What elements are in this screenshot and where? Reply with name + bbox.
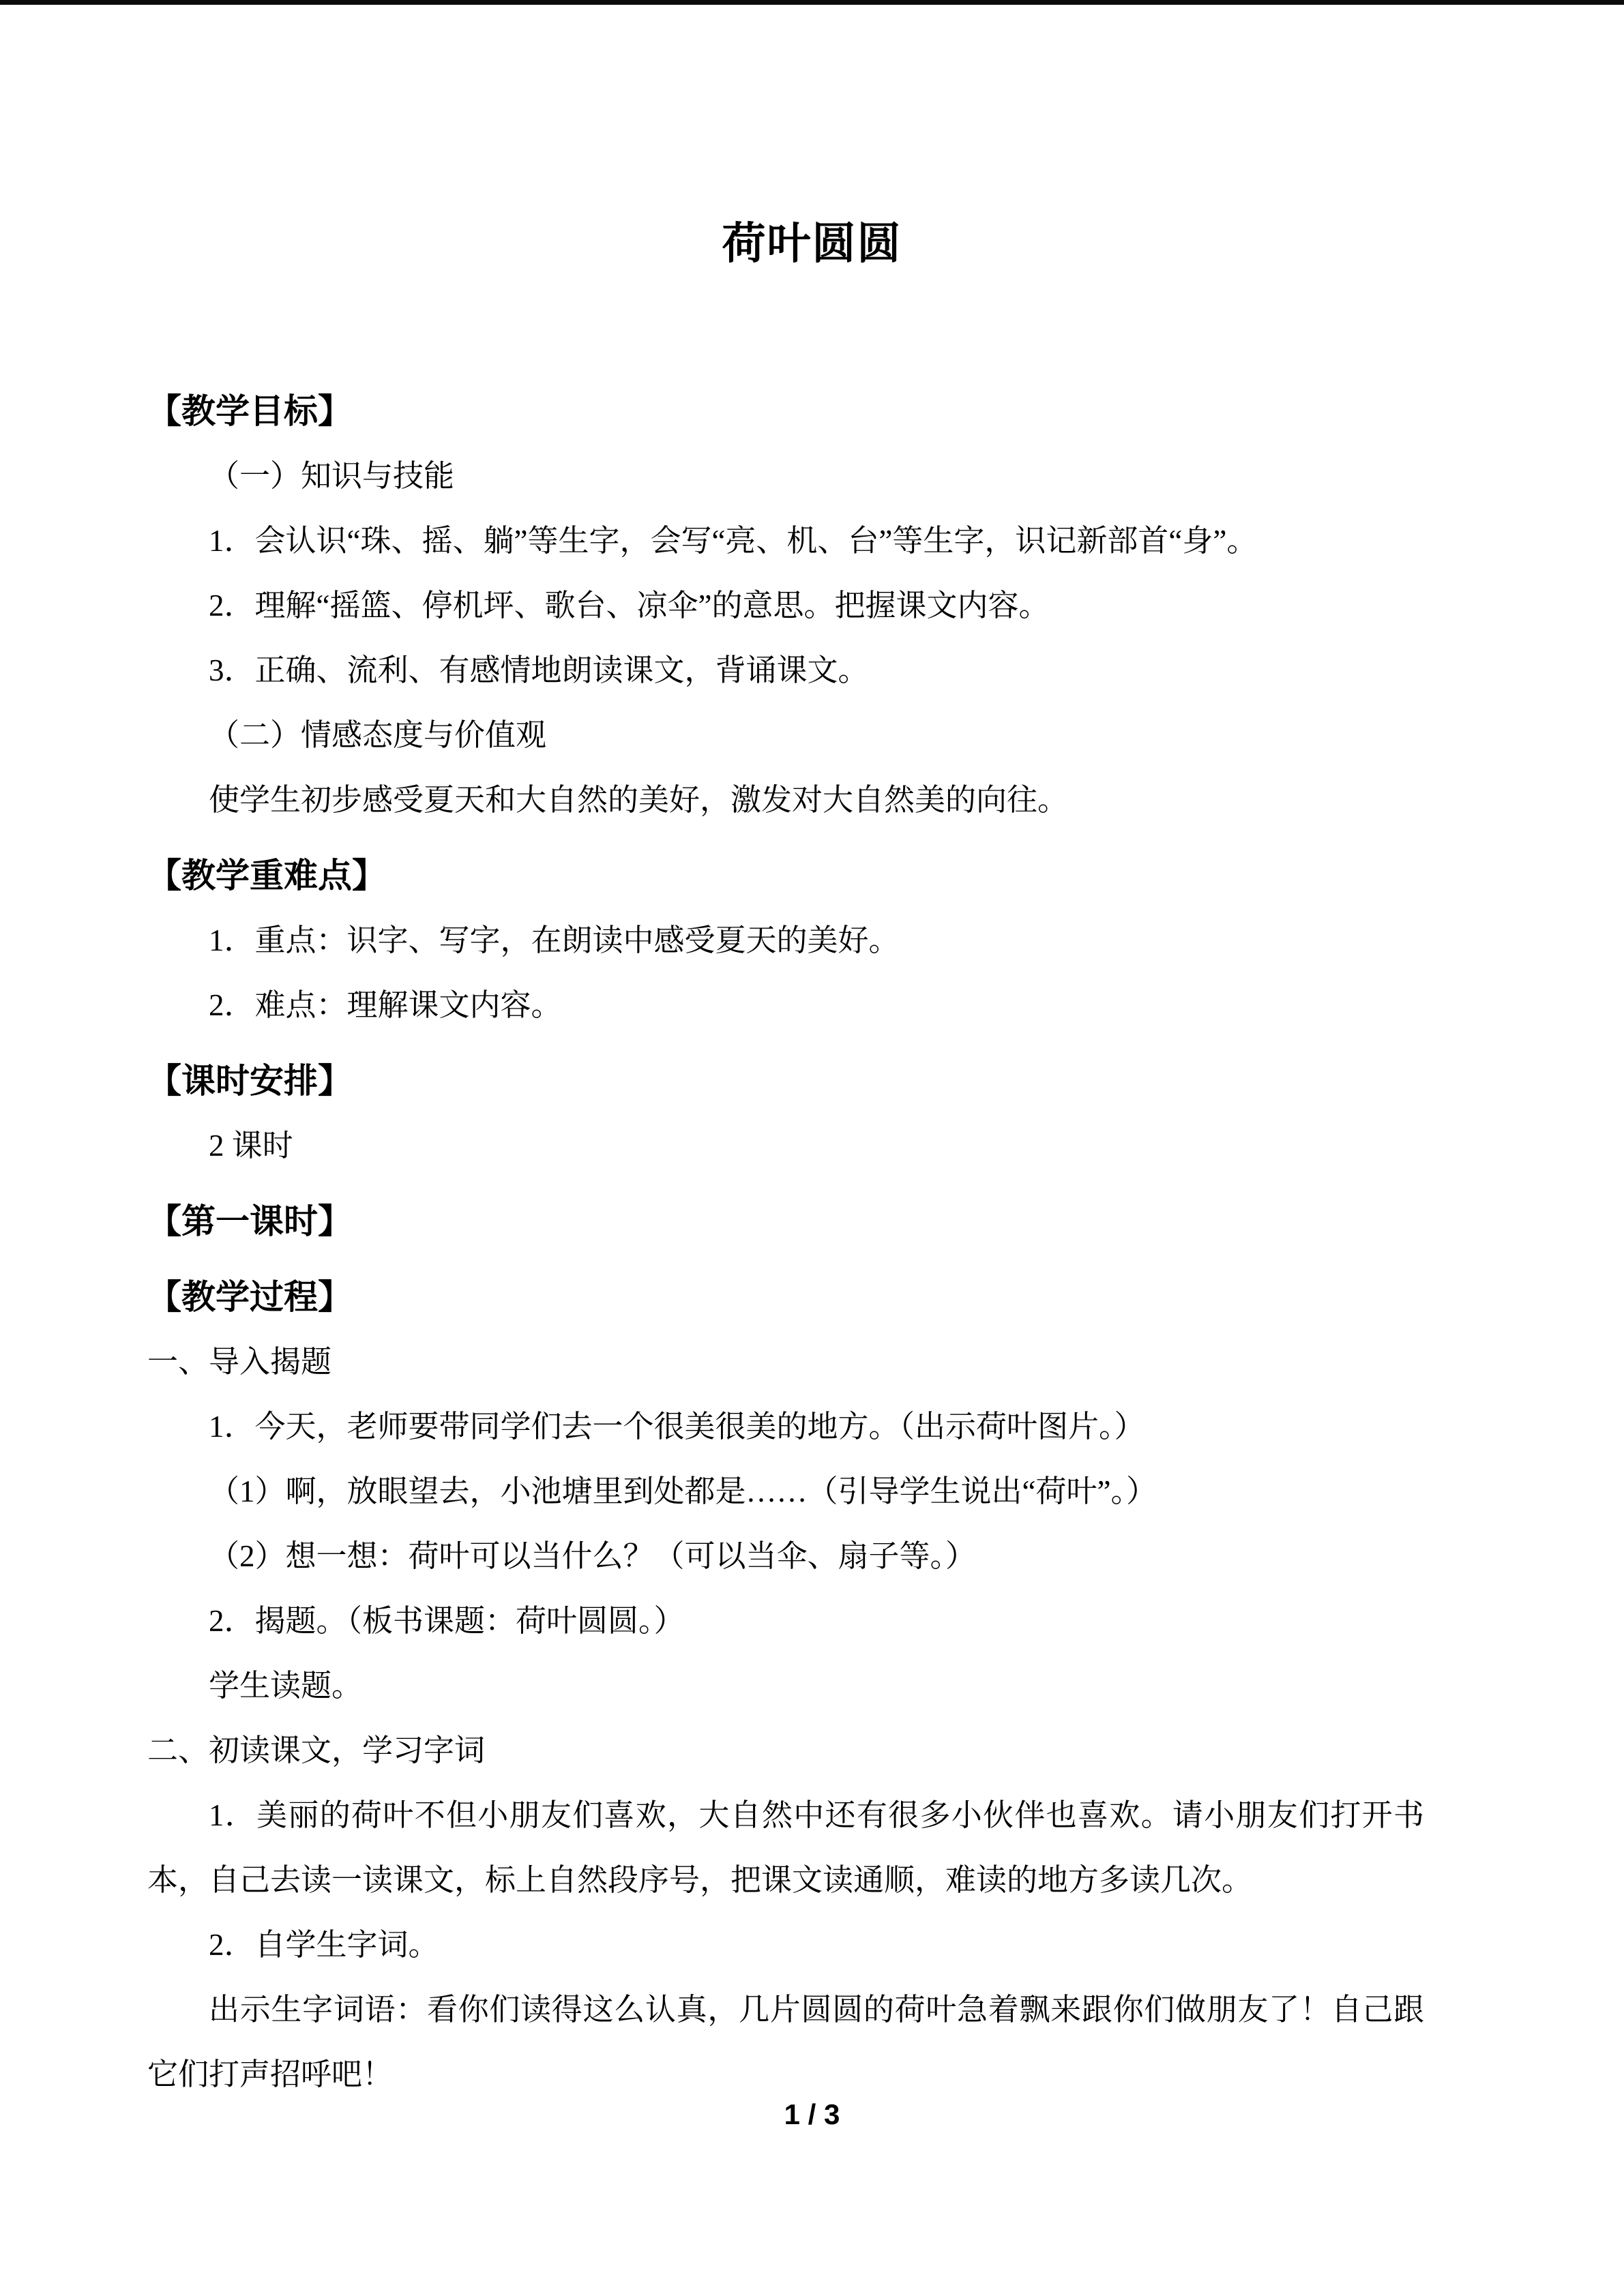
page-number: 1 / 3 [784,2098,840,2130]
para-show-new-words: 出示生字词语：看你们读得这么认真，几片圆圆的荷叶急着飘来跟你们做朋友了！自己跟它们打声招呼吧！ [147,1993,1424,2091]
para-students-read-title: 学生读题。 [209,1669,363,1703]
para-objective-3: 3．正确、流利、有感情地朗读课文，背诵课文。 [209,653,869,687]
heading-teaching-process: 【教学过程】 [147,1278,352,1316]
heading-key-difficult-points: 【教学重难点】 [147,856,386,895]
para-section-one-title: 一、导入揭题 [147,1345,332,1379]
para-self-study-words: 2．自学生字词。 [209,1928,439,1962]
para-intro-step-1: 1．今天，老师要带同学们去一个很美很美的地方。（出示荷叶图片。） [209,1410,1145,1444]
para-objective-1: 1．会认识“珠、摇、躺”等生字，会写“亮、机、台”等生字，识记新部首“身”。 [209,524,1258,558]
para-intro-step-2: 2．揭题。（板书课题：荷叶圆圆。） [209,1604,685,1638]
heading-teaching-objectives: 【教学目标】 [147,392,352,430]
para-emotion-values-label: （二）情感态度与价值观 [209,718,547,752]
para-lesson-hours: 2 课时 [209,1129,293,1163]
para-key-point: 1．重点：识字、写字，在朗读中感受夏天的美好。 [209,923,900,957]
para-objective-2: 2．理解“摇篮、停机坪、歌台、凉伞”的意思。把握课文内容。 [209,588,1050,623]
para-first-reading: 1．美丽的荷叶不但小朋友们喜欢，大自然中还有很多小伙伴也喜欢。请小朋友们打开书本，自己去读一读课文，标上自然段序号，把课文读通顺，难读的地方多读几次。 [147,1798,1424,1897]
heading-first-lesson: 【第一课时】 [147,1202,352,1240]
para-intro-step-1-1: （1）啊，放眼望去，小池塘里到处都是……（引导学生说出“荷叶”。） [209,1474,1157,1508]
para-section-two-title: 二、初读课文，学习字词 [147,1733,486,1768]
para-emotion-values: 使学生初步感受夏天和大自然的美好，激发对大自然美的向往。 [209,783,1069,817]
document-content [147,0,1477,2107]
para-intro-step-1-2: （2）想一想：荷叶可以当什么？（可以当伞、扇子等。） [209,1539,977,1573]
para-difficult-point: 2．难点：理解课文内容。 [209,988,562,1022]
doc-title: 荷叶圆圆 [722,220,902,268]
para-knowledge-skills-label: （一）知识与技能 [209,459,455,493]
heading-lesson-schedule: 【课时安排】 [147,1062,352,1100]
